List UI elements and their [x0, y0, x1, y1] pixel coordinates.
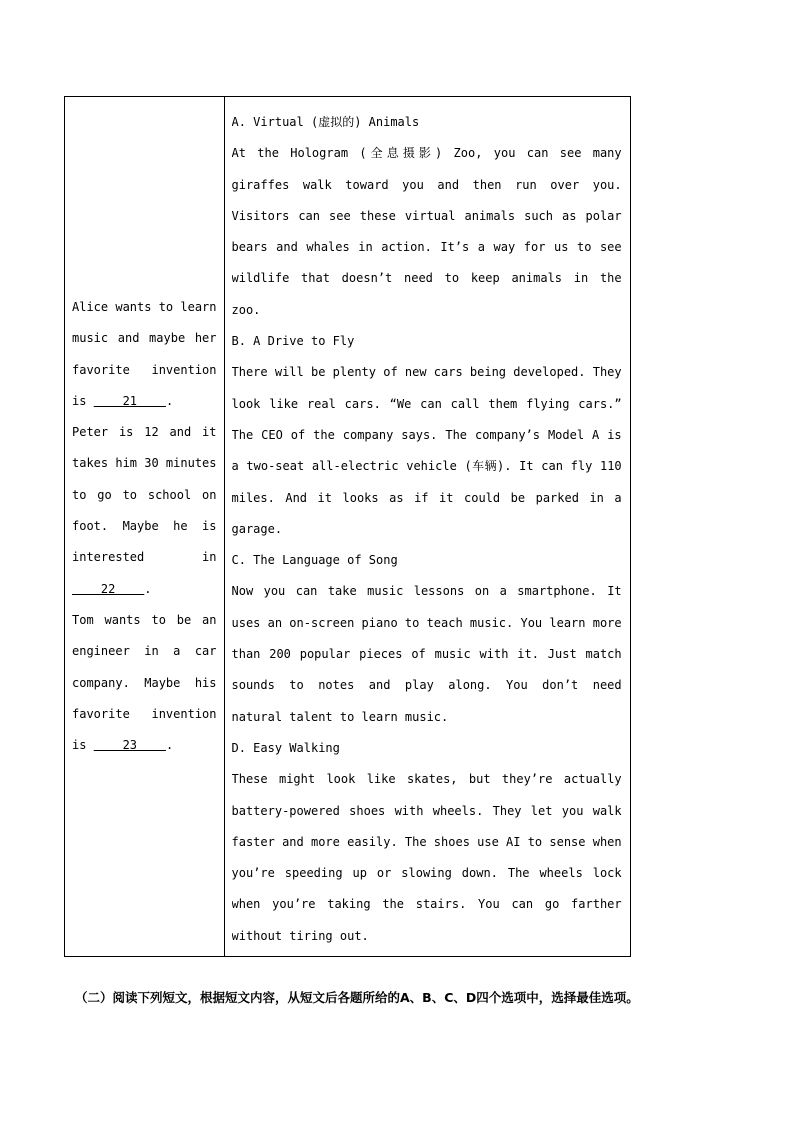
passage-line: D. Easy Walking	[231, 740, 340, 755]
passage-line: natural talent to learn music.	[231, 709, 449, 724]
answer-suffix: .	[165, 393, 174, 408]
answer-suffix: .	[144, 581, 152, 596]
passage-line: you’re speeding up or slowing down. The wheels lock	[231, 866, 622, 881]
passage-line: battery-powered shoes with wheels. They let you walk	[231, 803, 622, 818]
answer-line-q22	[72, 574, 217, 605]
answer-line-q21	[72, 386, 217, 417]
answer-suffix: .	[165, 738, 174, 753]
answer-prefix: is	[72, 393, 94, 408]
people-descriptions	[65, 97, 224, 761]
passage-line: faster and more easily. The shoes use AI to sense when	[231, 834, 622, 849]
person-description-line: interested in	[72, 550, 217, 565]
people-column	[65, 97, 225, 957]
passage-line: sounds to notes and play along. You don’t need	[231, 678, 622, 693]
passage-line: wildlife that doesn’t need to keep animals in the	[231, 271, 622, 286]
person-description-line: Peter is 12 and it	[72, 425, 217, 440]
table-row	[65, 97, 631, 957]
passage-line: than 200 popular pieces of music with it. Just match	[231, 647, 622, 662]
passage-line: Visitors can see these virtual animals such as polar	[231, 208, 622, 223]
person-description-line: engineer in a car	[72, 644, 217, 659]
answer-blank-q22[interactable]: 22	[72, 581, 145, 596]
section-instruction: （二）阅读下列短文，根据短文内容，从短文后各题所给的A、B、C、D四个选项中，选择最佳选项。	[75, 990, 639, 1005]
passage-line: There will be plenty of new cars being developed. They	[231, 365, 622, 380]
person-description-line: Tom wants to be an	[72, 612, 217, 627]
passage-line: a two-seat all-electric vehicle (车辆). It can fly 110	[231, 459, 622, 474]
answer-blank-q21[interactable]: 21	[93, 393, 166, 408]
passage-line: These might look like skates, but they’re actually	[231, 772, 622, 787]
passage-line: look like real cars. “We can call them flying cars.”	[231, 396, 622, 411]
passage-line: garage.	[231, 521, 283, 536]
passage-line: zoo.	[231, 302, 261, 317]
passage-line: bears and whales in action. It’s a way for us to see	[231, 240, 622, 255]
person-description-line: foot. Maybe he is	[72, 519, 217, 534]
answer-line-q23	[72, 730, 217, 761]
inventions-column	[224, 97, 630, 957]
answer-prefix: is	[72, 738, 94, 753]
person-description-line: takes him 30 minutes	[72, 456, 217, 471]
passage-line: Now you can take music lessons on a smartphone. It	[231, 584, 622, 599]
answer-blank-q23[interactable]: 23	[93, 738, 166, 753]
person-description-line: music and maybe her	[72, 331, 217, 346]
passage-line: giraffes walk toward you and then run over you.	[231, 177, 622, 192]
person-description-line: Alice wants to learn	[72, 300, 217, 314]
person-description-line: to go to school on	[72, 487, 217, 502]
passage-line: uses an on-screen piano to teach music. You learn more	[231, 615, 622, 630]
passage-line: without tiring out.	[231, 928, 369, 943]
passage-line: A. Virtual (虚拟的) Animals	[231, 115, 420, 129]
passage-line: B. A Drive to Fly	[231, 334, 355, 349]
passage-line: C. The Language of Song	[231, 553, 398, 568]
person-description-line: company. Maybe his	[72, 675, 217, 690]
passage-line: At the Hologram (全息摄影) Zoo, you can see many	[231, 146, 622, 161]
matching-table	[64, 96, 631, 957]
passage-line: The CEO of the company says. The company’s Model A is	[231, 427, 622, 442]
invention-passages	[225, 97, 630, 956]
person-description-line: favorite invention	[72, 362, 217, 377]
passage-line: when you’re taking the stairs. You can go farther	[231, 897, 622, 912]
person-description-line: favorite invention	[72, 706, 217, 721]
passage-line: miles. And it looks as if it could be parked in a	[231, 490, 622, 505]
